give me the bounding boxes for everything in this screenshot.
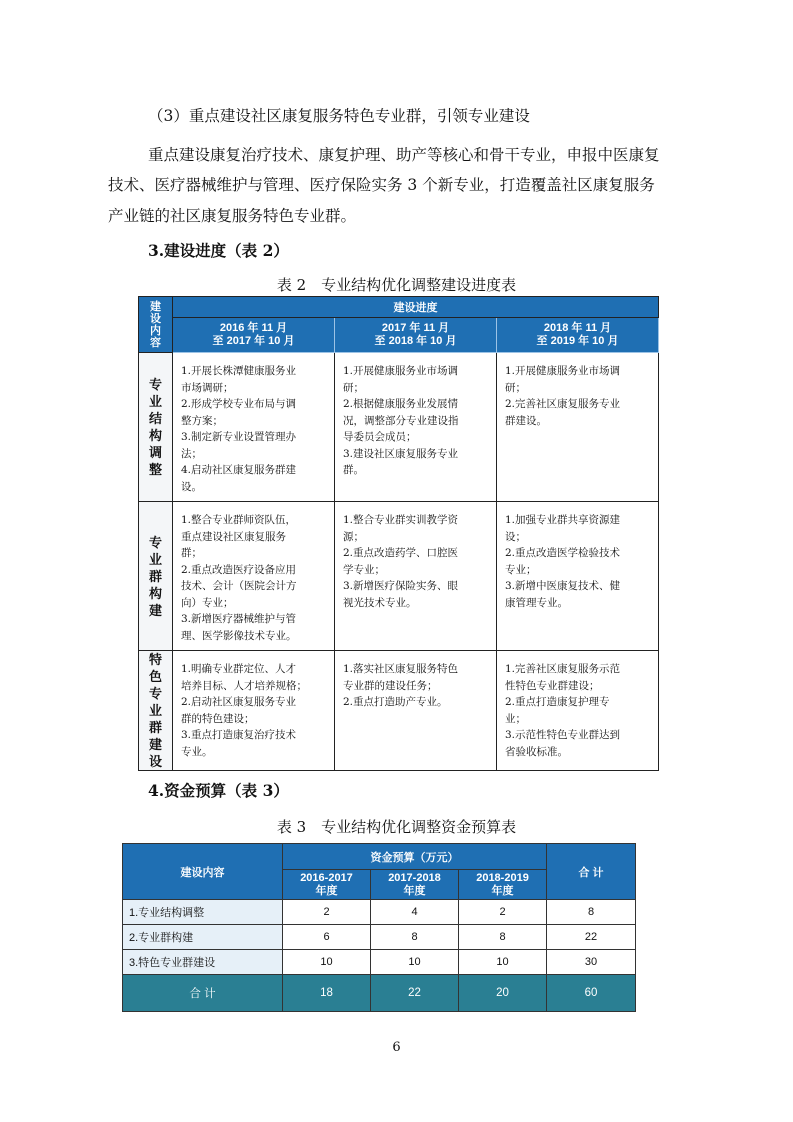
table3-caption: 表 3 专业结构优化调整资金预算表 [276,818,517,836]
progress-cell: 1.整合专业群实训教学资 源； 2.重点改造药学、口腔医 学专业； 3.新增医疗保险实务、眼 视光技术专业。 [335,502,497,651]
row-total: 22 [547,925,636,950]
budget-value: 4 [371,900,459,925]
table-row [139,502,659,651]
grand-total: 60 [547,975,636,1012]
budget-value: 8 [371,925,459,950]
table-row [123,950,636,975]
period-header: 2018 年 11 月 至 2019 年 10 月 [497,318,659,353]
row-label: 特 色 专 业 群 建 设 [139,651,173,771]
page-number: 6 [392,1040,401,1055]
row-label: 专 业 群 构 建 [139,502,173,651]
col-total-header: 合 计 [547,844,636,900]
progress-cell: 1.完善社区康复服务示范 性特色专业群建设； 2.重点打造康复护理专 业； 3.示范性特色专业群达到 省验收标准。 [497,651,659,771]
body-line-3: 产业链的社区康复服务特色专业群。 [108,207,357,225]
year-header: 2018-2019 年度 [459,870,547,900]
total-label: 合 计 [123,975,283,1012]
progress-cell: 1.落实社区康复服务特色 专业群的建设任务； 2.重点打造助产专业。 [335,651,497,771]
table-row [123,925,636,950]
progress-table [138,296,659,771]
budget-value: 6 [283,925,371,950]
col-content-header: 建设内容 [123,844,283,900]
budget-value: 10 [459,950,547,975]
progress-cell: 1.整合专业群师资队伍， 重点建设社区康复服务 群； 2.重点改造医疗设备应用 技术、会计（医院会计方 向）专业； 3.新增医疗器械维护与管 理、医学影像技术专业。 [173,502,335,651]
row-label: 1.专业结构调整 [123,900,283,925]
progress-cell: 1.明确专业群定位、人才 培养目标、人才培养规格； 2.启动社区康复服务专业 群的特色建设； 3.重点打造康复治疗技术 专业。 [173,651,335,771]
section-3-title: 3.建设进度（表 2） [148,241,289,260]
row-total: 30 [547,950,636,975]
year-header: 2016-2017 年度 [283,870,371,900]
budget-value: 8 [459,925,547,950]
table-row [123,900,636,925]
row-label: 2.专业群构建 [123,925,283,950]
body-line-1: 重点建设康复治疗技术、康复护理、助产等核心和骨干专业，申报中医康复 [148,146,660,164]
section-4-title: 4.资金预算（表 3） [148,781,289,800]
table-row [139,651,659,771]
budget-value: 10 [283,950,371,975]
progress-cell: 1.开展健康服务业市场调 研； 2.完善社区康复服务专业 群建设。 [497,353,659,502]
budget-value: 2 [459,900,547,925]
total-value: 20 [459,975,547,1012]
period-header: 2016 年 11 月 至 2017 年 10 月 [173,318,335,353]
total-value: 22 [371,975,459,1012]
budget-value: 10 [371,950,459,975]
total-value: 18 [283,975,371,1012]
budget-value: 2 [283,900,371,925]
row-label: 3.特色专业群建设 [123,950,283,975]
progress-header: 建设进度 [173,297,659,318]
total-row [123,975,636,1012]
body-line-2: 技术、医疗器械维护与管理、医疗保险实务 3 个新专业，打造覆盖社区康复服务 [108,176,655,194]
corner-header: 建 设 内 容 [139,297,173,353]
progress-cell: 1.加强专业群共享资源建 设； 2.重点改造医学检验技术 专业； 3.新增中医康复技术、健 康管理专业。 [497,502,659,651]
budget-table [122,843,636,1012]
row-label: 专 业 结 构 调 整 [139,353,173,502]
col-budget-header: 资金预算（万元） [283,844,547,870]
row-total: 8 [547,900,636,925]
year-header: 2017-2018 年度 [371,870,459,900]
progress-cell: 1.开展健康服务业市场调 研； 2.根据健康服务业发展情 况，调整部分专业建设指 导委员会成员； 3.建设社区康复服务专业 群。 [335,353,497,502]
table2-caption: 表 2 专业结构优化调整建设进度表 [276,276,517,294]
progress-cell: 1.开展长株潭健康服务业 市场调研； 2.形成学校专业布局与调 整方案； 3.制定新专业设置管理办 法； 4.启动社区康复服务群建 设。 [173,353,335,502]
table-row [139,353,659,502]
period-header: 2017 年 11 月 至 2018 年 10 月 [335,318,497,353]
subsection-heading: （3）重点建设社区康复服务特色专业群，引领专业建设 [148,107,530,125]
